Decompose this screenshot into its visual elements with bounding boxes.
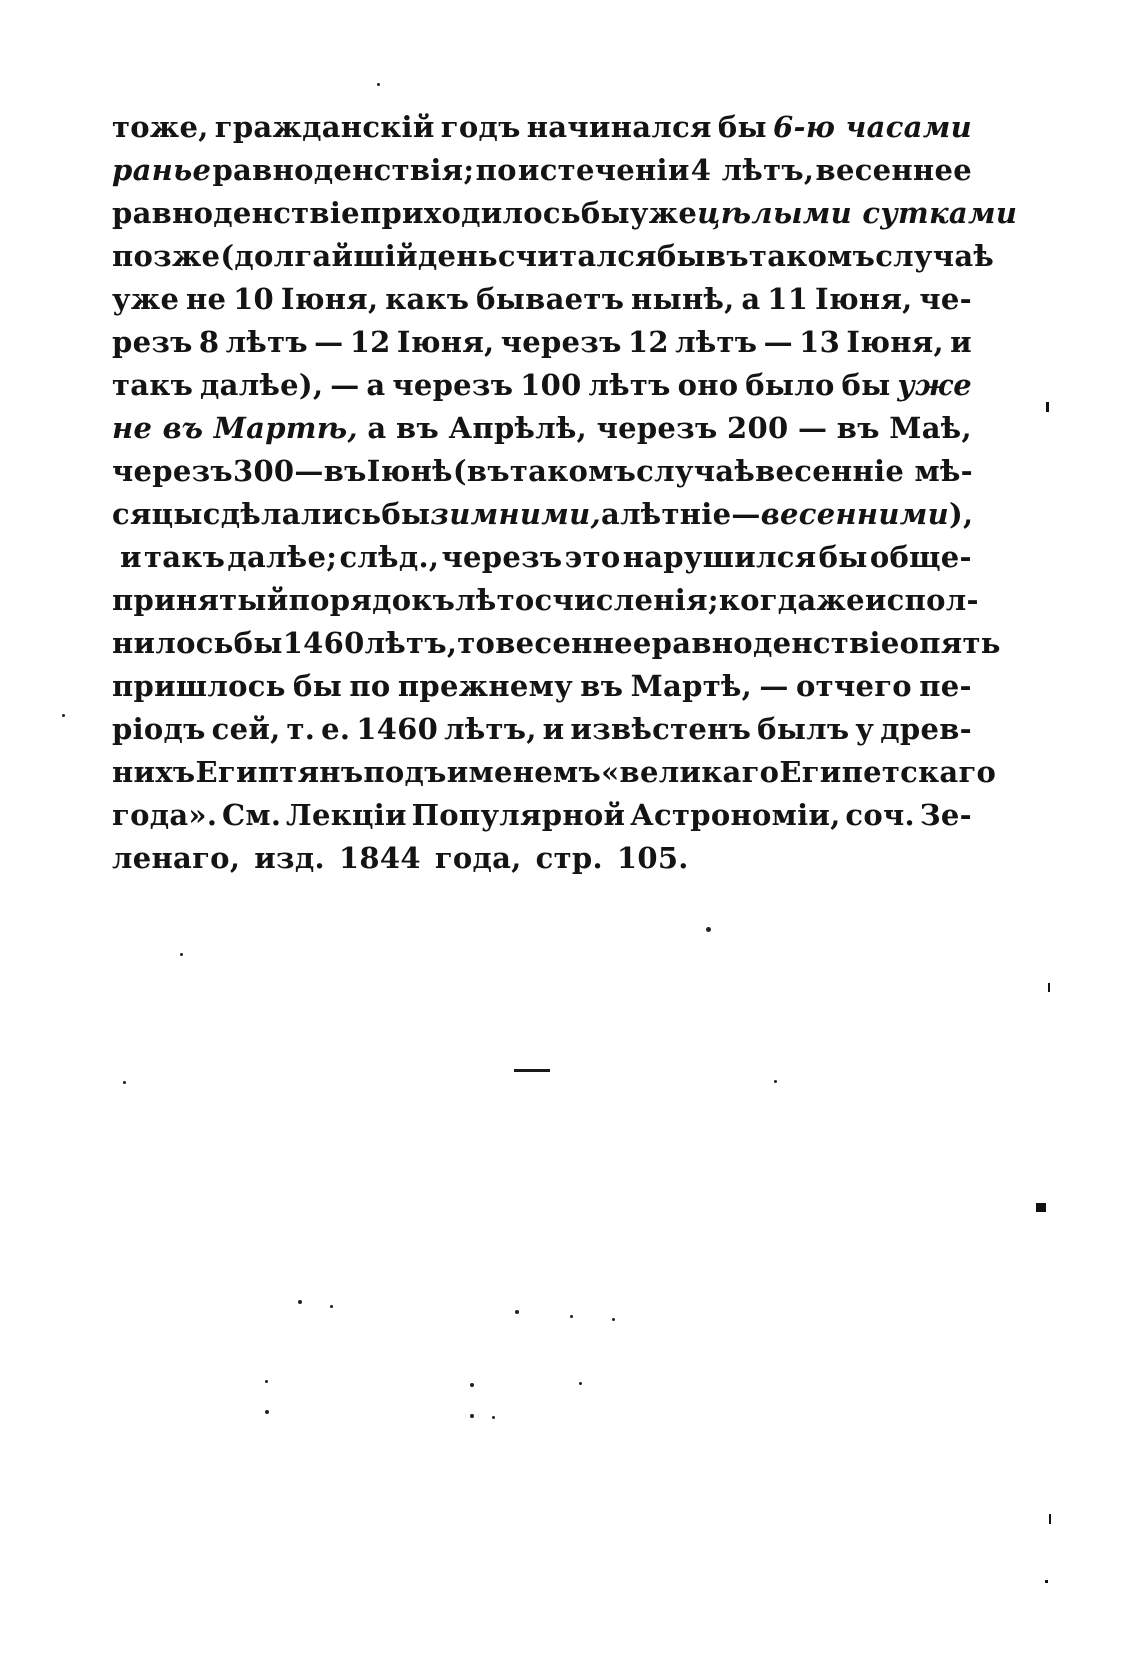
word: 10 xyxy=(233,282,275,316)
word: года, xyxy=(434,841,522,875)
word: по xyxy=(349,669,391,703)
word: а xyxy=(367,411,387,445)
word: и xyxy=(542,712,565,746)
word: изд. xyxy=(254,841,325,875)
scan-speck xyxy=(470,1414,474,1418)
word: бываетъ xyxy=(476,282,625,316)
word: цѣлыми сутками xyxy=(697,196,1018,230)
text-line xyxy=(112,110,972,153)
word: извѣстенъ xyxy=(570,712,752,746)
word: принятый xyxy=(112,583,289,617)
word: 200 xyxy=(727,411,789,445)
word: 6-ю часами xyxy=(773,110,972,144)
scan-speck xyxy=(377,83,380,86)
word: лѣтъ, xyxy=(364,626,458,660)
text-line xyxy=(112,755,997,798)
word: бы xyxy=(580,196,630,230)
text-line xyxy=(112,497,972,540)
scan-speck xyxy=(123,1081,126,1084)
word: — xyxy=(731,497,761,531)
word: не въ Мартѣ, xyxy=(112,411,358,445)
word: какъ xyxy=(385,282,470,316)
text-line xyxy=(112,669,972,712)
word: считался xyxy=(497,239,657,273)
word: т. xyxy=(286,712,316,746)
text-line xyxy=(112,712,972,755)
scan-speck xyxy=(706,927,711,932)
word: въ xyxy=(705,239,749,273)
word: Маѣ, xyxy=(889,411,972,445)
word: 13 xyxy=(799,325,841,359)
text-line xyxy=(112,454,972,497)
word: прежнему xyxy=(397,669,573,703)
word: е. xyxy=(321,712,351,746)
word: бы xyxy=(656,239,706,273)
word: было xyxy=(745,368,835,402)
word: а xyxy=(366,368,386,402)
word: 4 лѣтъ, xyxy=(690,153,815,187)
text-line xyxy=(112,583,979,626)
word: и xyxy=(950,325,972,359)
word: въ xyxy=(323,454,367,488)
text-line xyxy=(112,325,972,368)
word: бы xyxy=(717,110,767,144)
word: слѣд., xyxy=(339,540,440,574)
edge-mark xyxy=(1045,1580,1048,1583)
word: бы xyxy=(293,669,343,703)
word: 8 xyxy=(198,325,220,359)
word: нынѣ, xyxy=(631,282,735,316)
word: ленаго, xyxy=(112,841,241,875)
word: уже xyxy=(629,196,698,230)
text-line xyxy=(112,153,972,196)
word: — xyxy=(759,669,789,703)
word: нихъ xyxy=(112,755,196,789)
word: день xyxy=(417,239,498,273)
word: 11 xyxy=(767,282,809,316)
word: черезъ xyxy=(392,368,514,402)
word: че- xyxy=(919,282,972,316)
word: начинался xyxy=(526,110,712,144)
scan-speck xyxy=(470,1383,474,1387)
word: лѣтъ xyxy=(225,325,308,359)
word: черезъ xyxy=(500,325,622,359)
text-line xyxy=(112,282,972,325)
word: — xyxy=(797,411,828,445)
word: (долгайшій xyxy=(220,239,418,273)
word: такъ xyxy=(112,368,194,402)
word: Астрономіи, xyxy=(630,798,841,832)
word: бы xyxy=(381,497,431,531)
word: нарушился xyxy=(622,540,817,574)
word: — xyxy=(314,325,344,359)
word: резъ xyxy=(112,325,193,359)
word: пе- xyxy=(919,669,972,703)
word: Мартѣ, xyxy=(630,669,753,703)
word: — xyxy=(330,368,360,402)
edge-mark xyxy=(1036,1203,1046,1212)
word: 100 xyxy=(520,368,582,402)
word: случаѣ xyxy=(636,454,756,488)
word: а xyxy=(741,282,761,316)
word: Іюня, xyxy=(846,325,944,359)
word: Іюня, xyxy=(280,282,379,316)
word: См. xyxy=(222,798,282,832)
text-line xyxy=(112,841,972,884)
word: Египетскаго xyxy=(779,755,997,789)
word: равноденствіе xyxy=(651,626,900,660)
word: весенніе мѣ- xyxy=(755,454,974,488)
scan-speck xyxy=(265,1380,268,1383)
word: 105. xyxy=(616,841,689,875)
word: черезъ xyxy=(441,540,563,574)
word: раньe xyxy=(112,153,212,187)
scan-speck xyxy=(62,714,65,717)
word: въ xyxy=(836,411,880,445)
word: Египтянъ xyxy=(195,755,364,789)
scan-speck xyxy=(579,1382,582,1385)
word: лѣтосчисленія; xyxy=(455,583,719,617)
word: случаѣ xyxy=(875,239,995,273)
word: 1844 xyxy=(338,841,421,875)
word: именемъ xyxy=(446,755,602,789)
word: Популярной xyxy=(411,798,626,832)
text-line xyxy=(112,196,1018,239)
scan-speck xyxy=(492,1416,495,1419)
text-line xyxy=(112,798,972,841)
word: лѣтъ xyxy=(675,325,758,359)
word: порядокъ xyxy=(288,583,456,617)
word: такъ xyxy=(144,540,226,574)
word: года». xyxy=(112,798,218,832)
word: пришлось xyxy=(112,669,286,703)
word: а xyxy=(600,497,621,531)
word: оно xyxy=(677,368,739,402)
word: древ- xyxy=(880,712,972,746)
text-line xyxy=(112,411,972,454)
scan-speck xyxy=(774,1080,777,1083)
word: опять xyxy=(899,626,1001,660)
word: испол- xyxy=(864,583,979,617)
word: бы xyxy=(841,368,891,402)
scan-speck xyxy=(180,953,183,956)
word: то xyxy=(457,626,496,660)
word: уже xyxy=(112,282,180,316)
word: — xyxy=(763,325,793,359)
word: лѣтъ xyxy=(588,368,671,402)
scan-speck xyxy=(265,1410,269,1414)
word: ріодъ xyxy=(112,712,206,746)
edge-mark xyxy=(1049,1514,1051,1524)
word: тоже, xyxy=(112,110,209,144)
word: сяцы xyxy=(112,497,203,531)
word: (въ xyxy=(452,454,510,488)
word: ), xyxy=(949,497,974,531)
word: у xyxy=(855,712,875,746)
body-text xyxy=(112,110,1018,884)
word: зимними, xyxy=(430,497,601,531)
word: истеченіи xyxy=(517,153,690,187)
word: весеннее xyxy=(495,626,652,660)
word: 1460 xyxy=(282,626,365,660)
word: далѣе; xyxy=(227,540,338,574)
word: сдѣлались xyxy=(202,497,382,531)
word: бы xyxy=(233,626,283,660)
word: это xyxy=(564,540,621,574)
word: Іюня, xyxy=(396,325,495,359)
word: равноденствія; xyxy=(212,153,475,187)
word: Іюнѣ xyxy=(366,454,453,488)
word: стр. xyxy=(535,841,603,875)
word: позже xyxy=(112,239,221,273)
word: Зе- xyxy=(919,798,972,832)
word: такомъ xyxy=(748,239,876,273)
text-line xyxy=(112,626,1001,669)
word: такомъ xyxy=(509,454,637,488)
word: обще- xyxy=(869,540,972,574)
text-line xyxy=(112,540,972,583)
word: же xyxy=(816,583,865,617)
word: Апрѣлѣ, xyxy=(448,411,588,445)
word: въ xyxy=(580,669,624,703)
word: былъ xyxy=(757,712,850,746)
section-end-dash xyxy=(514,1069,550,1072)
word: сей, xyxy=(211,712,281,746)
word: гражданскій xyxy=(214,110,435,144)
word: подъ xyxy=(363,755,447,789)
word: Лекціи xyxy=(286,798,407,832)
word: далѣе), xyxy=(200,368,324,402)
word: 12 xyxy=(627,325,669,359)
word: и xyxy=(120,540,142,574)
text-line xyxy=(112,368,972,411)
text-line xyxy=(112,239,995,282)
word: лѣтніе xyxy=(620,497,732,531)
word: — xyxy=(294,454,324,488)
word: Іюня, xyxy=(815,282,913,316)
word: бы xyxy=(818,540,868,574)
word: годъ xyxy=(440,110,521,144)
edge-mark xyxy=(1048,983,1050,992)
word: равноденствіе xyxy=(112,196,360,230)
scan-speck xyxy=(612,1318,615,1321)
word: нилось xyxy=(112,626,234,660)
word: соч. xyxy=(845,798,915,832)
word: «великаго xyxy=(601,755,780,789)
word: въ xyxy=(396,411,440,445)
word: 300 xyxy=(232,454,295,488)
word: лѣтъ, xyxy=(444,712,537,746)
edge-mark xyxy=(1046,402,1049,412)
word: 1460 xyxy=(356,712,439,746)
word: уже xyxy=(897,368,972,402)
word: отчего xyxy=(796,669,912,703)
word: весенними xyxy=(760,497,950,531)
scan-speck xyxy=(330,1305,333,1308)
word: не xyxy=(186,282,227,316)
scan-speck xyxy=(515,1310,519,1314)
scan-speck xyxy=(298,1300,302,1304)
word: весеннее xyxy=(815,153,972,187)
word: черезъ xyxy=(112,454,233,488)
word: когда xyxy=(718,583,817,617)
word: приходилось xyxy=(359,196,581,230)
word: 12 xyxy=(349,325,391,359)
word: черезъ xyxy=(596,411,718,445)
word: по xyxy=(475,153,517,187)
scan-speck xyxy=(570,1315,573,1318)
